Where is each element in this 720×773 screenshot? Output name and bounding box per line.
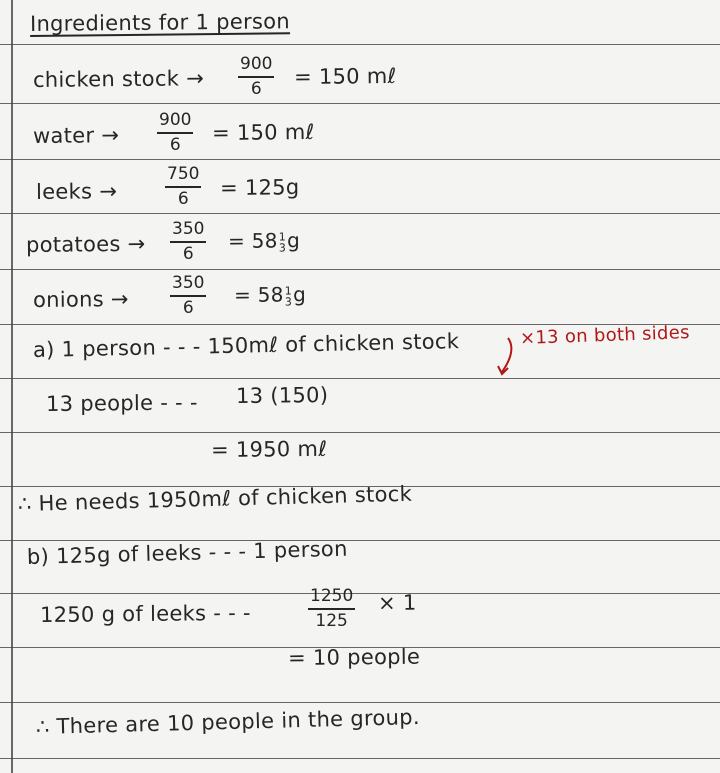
denominator: 6 <box>182 298 194 318</box>
denominator: 125 <box>315 611 348 631</box>
ingredient-label: leeks → <box>35 179 118 204</box>
result-whole: = 58 <box>227 228 278 253</box>
result-fraction <box>285 285 293 307</box>
result-fraction-den: 3 <box>284 294 293 308</box>
ruled-line <box>0 540 720 541</box>
ruled-line <box>0 103 720 104</box>
ingredient-result <box>228 228 300 253</box>
numerator: 1250 <box>308 588 355 610</box>
numerator: 900 <box>238 56 274 78</box>
part-b-line-2-left: 1250 g of leeks - - - <box>39 600 252 627</box>
part-b-line-2-suffix: × 1 <box>377 590 417 615</box>
ruled-line <box>0 432 720 433</box>
ruled-line <box>0 593 720 594</box>
numerator: 900 <box>157 112 193 134</box>
part-b-conclusion: ∴ There are 10 people in the group. <box>35 704 421 739</box>
fraction <box>157 112 193 154</box>
part-a-line-2-right: 13 (150) <box>235 383 329 408</box>
result-unit: g <box>292 282 307 307</box>
ingredient-label: potatoes → <box>25 231 146 257</box>
denominator: 6 <box>250 79 262 99</box>
ingredient-label: onions → <box>32 286 129 312</box>
part-a-line-3: = 1950 mℓ <box>210 436 328 462</box>
ruled-line <box>0 378 720 379</box>
result-fraction-den: 3 <box>278 240 287 254</box>
part-b-line-1: b) 125g of leeks - - - 1 person <box>26 536 348 569</box>
numerator: 350 <box>170 275 206 297</box>
denominator: 6 <box>169 135 181 155</box>
ruled-line <box>0 269 720 270</box>
ruled-line <box>0 213 720 214</box>
ingredient-result: = 125g <box>219 175 300 200</box>
denominator: 6 <box>177 189 189 209</box>
fraction <box>170 275 206 317</box>
result-fraction <box>279 231 287 253</box>
ingredient-label: water → <box>32 123 120 148</box>
ruled-line <box>0 44 720 45</box>
ingredient-result <box>234 282 306 307</box>
margin-line <box>11 0 13 773</box>
ruled-line <box>0 702 720 703</box>
part-a-line-2-left: 13 people - - - <box>45 390 198 416</box>
ingredient-result: = 150 mℓ <box>211 119 315 145</box>
part-a-line-1: a) 1 person - - - 150mℓ of chicken stock <box>32 329 460 362</box>
fraction <box>165 166 201 208</box>
part-a-conclusion: ∴ He needs 1950mℓ of chicken stock <box>17 481 413 516</box>
fraction <box>170 221 206 263</box>
result-fraction-num: 1 <box>278 229 287 243</box>
red-curved-arrow-icon <box>494 334 520 380</box>
fraction <box>308 588 355 630</box>
denominator: 6 <box>182 244 194 264</box>
ingredient-result: = 150 mℓ <box>293 63 397 89</box>
result-unit: g <box>286 228 301 253</box>
numerator: 350 <box>170 221 206 243</box>
ingredient-label: chicken stock → <box>32 66 205 92</box>
ruled-line <box>0 758 720 759</box>
page-title: Ingredients for 1 person <box>29 9 291 36</box>
numerator: 750 <box>165 166 201 188</box>
ruled-line <box>0 159 720 160</box>
part-b-line-3: = 10 people <box>287 644 421 670</box>
result-fraction-num: 1 <box>284 283 293 297</box>
fraction <box>238 56 274 98</box>
scaling-annotation: ×13 on both sides <box>519 322 691 349</box>
result-whole: = 58 <box>233 282 284 307</box>
